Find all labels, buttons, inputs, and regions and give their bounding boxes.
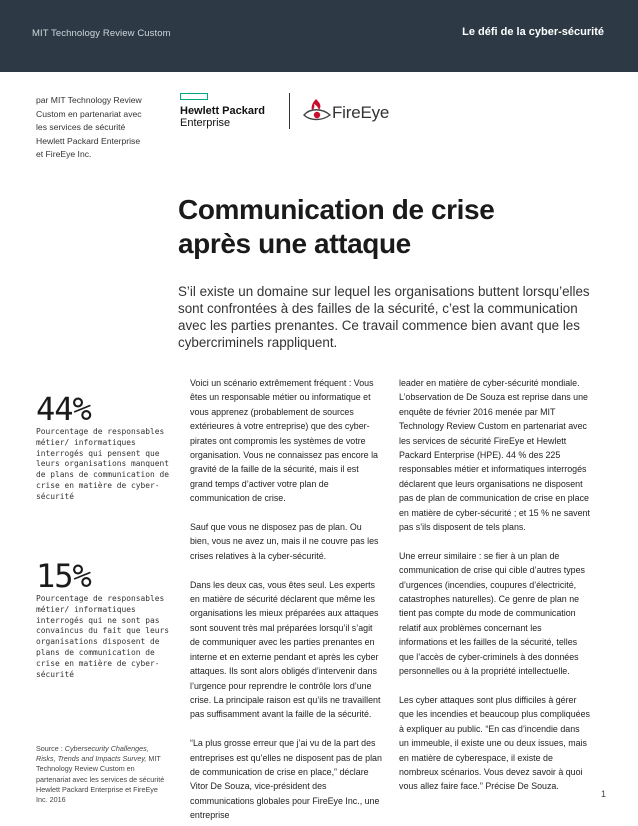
stat-description: Pourcentage de responsables métier/ informatiques interrogés qui ne sont pas convaincus du fait que leurs organisations disposent de plans de communication de crise en matière de cyber-sécurité [36,594,170,679]
body-paragraph: Sauf que vous ne disposez pas de plan. Ou bien, vous ne avez un, mais il ne couvre pas les crises relatives à la cyber-sécurité. [190,522,379,561]
hpe-logo-sub: Enterprise [180,117,231,129]
byline: par MIT Technology Review Custom en partenariat avec les services de sécurité Hewlett Packard Enterprise et FireEye Inc. [36,95,142,160]
body-column-1 [190,376,382,826]
source-title: Cybersecurity Challenges, Risks, Trends and Impacts Survey, [36,744,149,764]
page-number: 1 [600,789,606,799]
stat-callout-15 [36,557,171,680]
source-note [36,744,168,805]
logo-divider [289,93,290,129]
body-column-2 [399,376,591,808]
stat-callout-44 [36,390,171,503]
header-bar [0,0,638,72]
body-paragraph: leader en matière de cyber-sécurité mondiale. L’observation de De Souza est reprise dans une enquête de février 2016 menée par MIT Technology Review Custom en partenariat avec les services de sécurité FireEye et Hewlett Packard Enterprise (HPE). 44 % des 225 responsables métier et informatiques interrogés déclarent que leurs organisations ne disposent pas de plan de communication de crise en place en matière de cyber-sécurité ; et 15 % ne savent pas s’ils disposent de tels plans. [399,378,590,533]
stat-description: Pourcentage de responsables métier/ informatiques interrogés qui pensent que leurs organisations manquent de plans de communication de crise en matière de cyber-sécurité [36,427,170,501]
fireeye-logo-name: FireEye [332,103,390,122]
source-prefix: Source : [36,744,65,753]
title-line-1: Communication de crise [178,194,495,225]
body-paragraph: Les cyber attaques sont plus difficiles à gérer que les incendies et beaucoup plus compliquées à expliquer au public. “En cas d’incendie dans un immeuble, il existe une ou deux issues, mais en matière de cyberespace, il existe de nombreux scénarios. Vous devez savoir à quoi vous allez faire face.” Précise De Souza. [399,694,590,792]
body-paragraph: Dans les deux cas, vous êtes seul. Les experts en matière de sécurité déclarent que même les organisations les mieux préparées aux attaques sont souvent très mal préparées lorsqu’il s’agit de communiquer avec les parties prenantes en interne et en externe pendant et après les cyber attaques. Ils sont alors obligés d’intervenir dans l’urgence pour reprendre le contrôle lors d’une crise. La principale raison est qu’ils ne travaillent pas suffisamment avant la faille de la sécurité. [190,579,381,720]
lede-paragraph: S’il existe un domaine sur lequel les organisations buttent lorsqu’elles sont confrontées à des failles de la sécurité, c’est la communication avec les parties prenantes. Ce travail commence bien avant que les cybercriminels rappliquent. [178,284,590,350]
body-paragraph: “La plus grosse erreur que j’ai vu de la part des entreprises est qu’elles ne disposent pas de plan de communication de crise en place,” déclare Vitor De Souza, vice-président des communications globales pour FireEye Inc., une entreprise [190,738,382,821]
source-rest: MIT Technology Review Custom en partenariat avec les services de sécurité Hewlett Packard Enterprise et FireEye Inc. 2016 [36,754,165,805]
stat-value: 44% [36,390,91,428]
page-title [178,193,598,261]
body-paragraph: Une erreur similaire : se fier à un plan de communication de crise qui cible d’autres types d’urgences (incendies, coupures d’électricité, catastrophes naturelles). Ce genre de plan ne tient pas compte du mode de communication relatif aux problèmes concernant les informations et les failles de la sécurité, telles que l’accès de cyber-criminels à des données personnelles ou à la propriété intellectuelle. [399,550,585,677]
hpe-logo [180,93,280,133]
fireeye-eye-icon [302,97,332,123]
hpe-logo-name: Hewlett Packard [180,105,265,117]
series-title: Le défi de la cyber-sécurité [462,26,604,38]
hpe-element-icon [180,93,208,100]
stat-value: 15% [36,557,91,595]
publisher-label: MIT Technology Review Custom [32,28,171,39]
fireeye-logo [302,97,422,127]
title-line-2: après une attaque [178,228,411,259]
body-paragraph: Voici un scénario extrêmement fréquent : Vous êtes un responsable métier ou informatique et vous apprenez (probablement de sources extérieures à votre entreprise) que des cyber-pirates ont compromis les systèmes de votre organisation. Vous ne connaissez pas encore la gravité de la faille de la sécurité, mais il est grand temps d’activer votre plan de communication de crise. [190,378,378,504]
